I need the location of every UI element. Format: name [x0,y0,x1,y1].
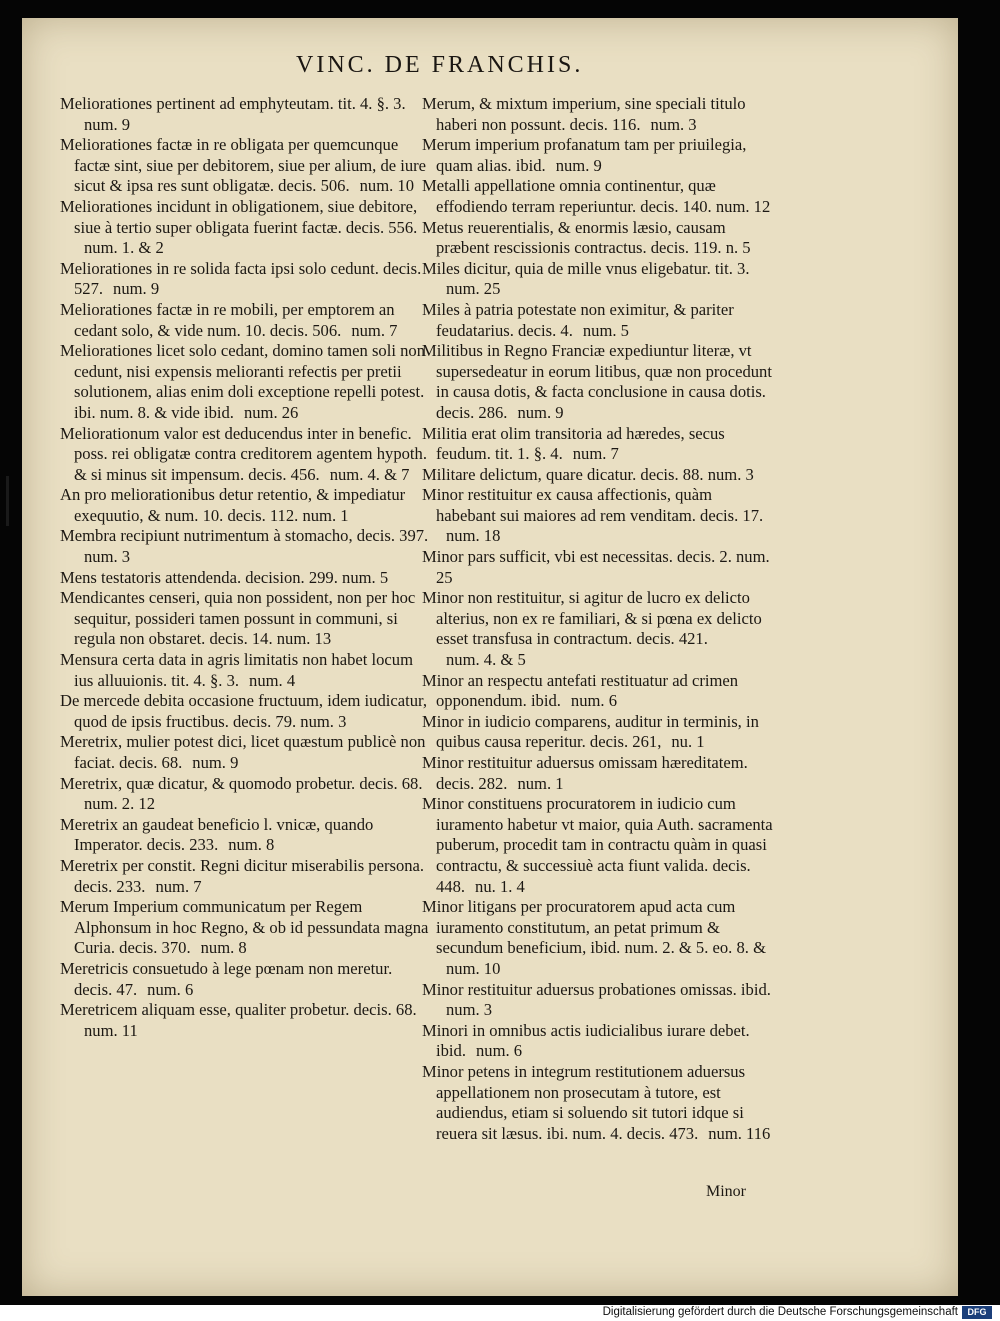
index-entry [422,135,774,176]
index-entry-text: Meretricis consuetudo à lege pœnam non meretur. decis. 47. [60,958,393,999]
index-entry-text: Mens testatoris attendenda. decision. 299. num. 5 [60,567,389,587]
index-entry-text: Minor constituens procuratorem in iudicio cum iuramento habetur vt maior, quia Auth. sacramenta puberum, procedit tam in contractu quàm in quasi contractu, & successiuè acta fiunt valida. decis. 448. [422,794,773,896]
index-entry-text: Merum Imperium communicatum per Regem Alphonsum in hoc Regno, & ob id pessundata magna Curia. decis. 370. [60,897,429,958]
index-entry-text: Minor restituitur aduersus probationes omissas. ibid. [422,979,771,999]
index-entry-text: Miles à patria potestate non eximitur, & pariter feudatarius. decis. 4. [422,299,734,340]
index-entry [60,526,430,567]
index-entry-text: Meretrix per constit. Regni dicitur miserabilis persona. decis. 233. [60,855,425,896]
index-entry [60,732,430,773]
index-entry-text: Militare delictum, quare dicatur. decis. 88. num. 3 [422,464,754,484]
index-entry-text: Meliorationes factæ in re obligata per quemcunque factæ sint, siue per debitorem, siue per alium, de iure sicut & ipsa res sunt obligatæ. decis. 506. [60,135,427,196]
index-entry-reference: num. 3 [84,547,131,567]
index-entry-text: Minor an respectu antefati restituatur ad crimen opponendum. ibid. [422,670,739,711]
index-entry [422,176,774,217]
index-entry-text: Metus reuerentialis, & enormis læsio, causam præbent rescissionis contractus. decis. 119. n. 5 [422,217,751,258]
index-entry [422,794,774,897]
index-entry-text: An pro meliorationibus detur retentio, & impediatur exequutio, & num. 10. decis. 112. num. 1 [60,485,406,525]
index-entry-text: Meretricem aliquam esse, qualiter probetur. decis. 68. [60,1000,417,1020]
index-entry [60,1000,430,1041]
index-entry [422,465,774,486]
left-column [60,94,430,1041]
index-entry-text: Minori in omnibus actis iudicialibus iurare debet. ibid. [422,1020,750,1061]
index-entry-text: Miles dicitur, quia de mille vnus eligebatur. tit. 3. [422,258,750,278]
index-entry-reference: num. 6 [147,979,194,999]
index-entry-text: Membra recipiunt nutrimentum à stomacho, decis. 397. [60,526,429,546]
index-entry-reference: num. 6 [475,1041,523,1061]
index-entry [422,753,774,794]
index-entry-reference: num. 4. & 5 [446,650,526,670]
index-entry-reference: num. 2. 12 [84,794,155,814]
index-entry-reference: num. 3 [650,114,697,134]
index-entry-reference: num. 8 [200,938,247,958]
index-entry-text: Metalli appellatione omnia continentur, quæ effodiendo terram reperiuntur. decis. 140. num. 12 [422,176,771,216]
index-entry-text: Merum imperium profanatum tam per priuilegia, quam alias. ibid. [422,135,747,175]
index-entry-reference: num. 11 [84,1020,138,1040]
index-entry [422,94,774,135]
index-entry [60,588,430,650]
index-entry [60,568,430,589]
index-entry-reference: num. 9 [113,279,160,299]
index-entry-text: Meliorationes factæ in re mobili, per emptorem an cedant solo, & vide num. 10. decis. 506. [60,299,395,340]
index-entry [422,897,774,979]
index-entry-text: Minor petens in integrum restitutionem aduersus appellationem non prosecutam à tutore, est audiendus, etiam si soluendo sit tutori idque si reuera sit læsus. ibi. num. 4. decis. 473. [422,1061,746,1143]
index-entry-reference: num. 7 [155,876,202,896]
index-entry [422,671,774,712]
index-entry [422,485,774,547]
index-entry-text: Minor non restituitur, si agitur de lucro ex delicto alterius, non ex re familiari, & si pœna ex delicto esset transfusa in contractum. decis. 421. [422,588,762,649]
index-entry [60,341,430,423]
index-entry-text: Militia erat olim transitoria ad hæredes, secus feudum. tit. 1. §. 4. [422,423,725,464]
footer-credit: Digitalisierung gefördert durch die Deutsche Forschungsgemeinschaft [602,1306,958,1318]
index-entry-text: Minor pars sufficit, vbi est necessitas. decis. 2. num. 25 [422,547,770,587]
index-entry-reference: num. 9 [517,402,564,422]
index-entry [422,218,774,259]
index-entry [60,424,430,486]
index-entry-reference: num. 25 [446,279,501,299]
index-entry [422,424,774,465]
index-entry [60,135,430,197]
index-entry [60,815,430,856]
dfg-logo: DFG [962,1306,992,1319]
index-entry-text: Militibus in Regno Franciæ expediuntur literæ, vt supersedeatur in eorum litibus, quæ non procedunt in causa dotis, & facta conclusione in causa dotis. decis. 286. [422,341,772,422]
index-entry [60,691,430,732]
index-entry-reference: num. 10 [359,176,415,196]
index-entry [422,1021,774,1062]
index-entry [422,712,774,753]
index-entry [60,485,430,526]
index-entry-reference: num. 4. & 7 [329,464,410,484]
index-entry [422,588,774,670]
index-entry [422,980,774,1021]
index-entry-reference: num. 116 [708,1123,771,1143]
index-entry-text: Mendicantes censeri, quia non possident, non per hoc sequitur, possideri tamen possunt in communi, si regula non obstaret. decis. 14. num. 13 [60,588,416,649]
index-entry-text: Meliorationes licet solo cedant, domino tamen soli non cedunt, nisi expensis melioranti refectis per pretii solutionem, alias enim doli exceptione repelli potest. ibi. num. 8. & vide ibid. [60,341,425,422]
index-entry [422,300,774,341]
index-entry [60,897,430,959]
index-entry-reference: num. 4 [249,670,296,690]
index-entry [60,959,430,1000]
index-entry [60,94,430,135]
index-entry-reference: num. 7 [351,320,398,340]
index-entry-reference: nu. 1. 4 [475,876,525,896]
index-entry-reference: num. 5 [582,320,629,340]
index-entry-text: Meliorationes in re solida facta ipsi solo cedunt. decis. 527. [60,258,422,299]
index-entry-text: De mercede debita occasione fructuum, idem iudicatur, quod de ipsis fructibus. decis. 79. num. 3 [60,691,428,731]
index-entry [60,300,430,341]
index-entry [60,774,430,815]
index-entry [60,197,430,259]
binding-edge-mark [6,476,9,526]
index-entry [422,1062,774,1144]
index-entry [422,547,774,588]
index-entry-text: Meliorationes incidunt in obligationem, siue debitore, siue à tertio super obligata fuerint factæ. decis. 556. [60,196,418,237]
index-entry-text: Meretrix, mulier potest dici, licet quæstum publicè non faciat. decis. 68. [60,732,426,772]
index-entry-text: Meliorationum valor est deducendus inter in benefic. poss. rei obligatæ contra creditorem agentem hypoth. & si minus sit impensum. decis. 456. [60,423,427,484]
index-entry-reference: num. 6 [570,691,618,711]
index-entry-reference: nu. 1 [671,732,705,752]
index-entry-text: Mensura certa data in agris limitatis non habet locum ius alluuionis. tit. 4. §. 3. [60,650,413,690]
index-entry [60,650,430,691]
index-entry-reference: num. 9 [555,155,602,175]
index-entry [60,856,430,897]
footer-bar [0,1305,1000,1321]
index-entry-text: Merum, & mixtum imperium, sine speciali titulo haberi non possunt. decis. 116. [422,94,746,134]
index-entry-text: Meretrix, quæ dicatur, & quomodo probetur. decis. 68. [60,773,423,793]
running-title: VINC. DE FRANCHIS. [296,52,584,78]
index-entry-reference: num. 3 [446,1000,493,1020]
index-entry-text: Meretrix an gaudeat beneficio l. vnicæ, quando Imperator. decis. 233. [60,814,374,855]
index-entry-reference: num. 9 [84,114,131,134]
index-entry [422,259,774,300]
index-entry [60,259,430,300]
index-entry-text: Minor in iudicio comparens, auditur in terminis, in quibus causa reperitur. decis. 261, [422,711,759,752]
index-entry-reference: num. 10 [446,958,501,978]
index-entry-reference: num. 26 [243,402,299,422]
index-entry-reference: num. 1. & 2 [84,238,164,258]
index-entry [422,341,774,423]
index-entry-reference: num. 1 [517,773,564,793]
catchword: Minor [706,1183,746,1200]
index-entry-text: Meliorationes pertinent ad emphyteutam. tit. 4. §. 3. [60,94,406,113]
index-entry-reference: num. 9 [192,753,239,772]
right-column [422,94,774,1144]
index-entry-text: Minor litigans per procuratorem apud acta cum iuramento constitutum, an petat primum & secundum beneficium, ibid. num. 2. & 5. eo. 8. & [422,897,766,958]
index-entry-text: Minor restituitur aduersus omissam hæreditatem. decis. 282. [422,753,748,793]
index-entry-reference: num. 7 [572,444,619,464]
index-entry-reference: num. 8 [228,835,275,855]
index-entry-text: Minor restituitur ex causa affectionis, quàm habebant sui maiores ad rem venditam. decis. 17. [422,485,764,525]
index-entry-reference: num. 18 [446,526,501,546]
